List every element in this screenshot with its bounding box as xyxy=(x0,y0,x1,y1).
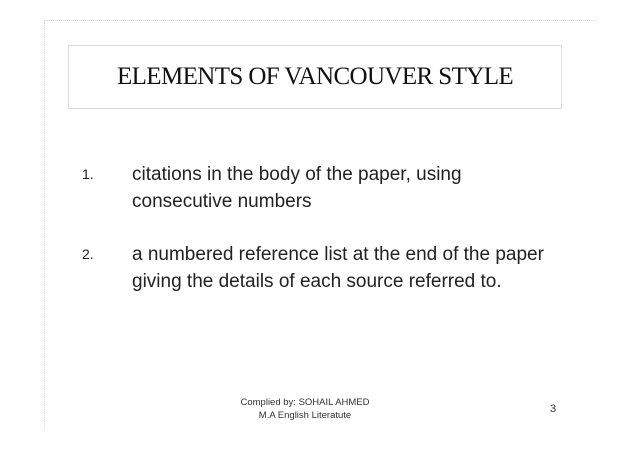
footer-credit xyxy=(220,396,390,422)
page-number: 3 xyxy=(550,403,557,415)
footer-credit-line2: M.A English Literatute xyxy=(258,410,352,421)
list-item-number: 2. xyxy=(82,246,94,262)
title-box xyxy=(68,45,562,109)
slide-title: ELEMENTS OF VANCOUVER STYLE xyxy=(116,63,514,90)
list-item-number: 1. xyxy=(82,166,94,182)
list-item xyxy=(82,241,552,295)
footer-credit-line1: Complied by: SOHAIL AHMED xyxy=(240,397,370,408)
slide-left-border xyxy=(44,20,45,428)
list-item-text: a numbered reference list at the end of the paper giving the details of each source referred to. xyxy=(132,244,544,292)
list-item xyxy=(82,161,552,215)
slide-top-border xyxy=(44,20,596,21)
list-item-text: citations in the body of the paper, using consecutive numbers xyxy=(132,164,462,212)
